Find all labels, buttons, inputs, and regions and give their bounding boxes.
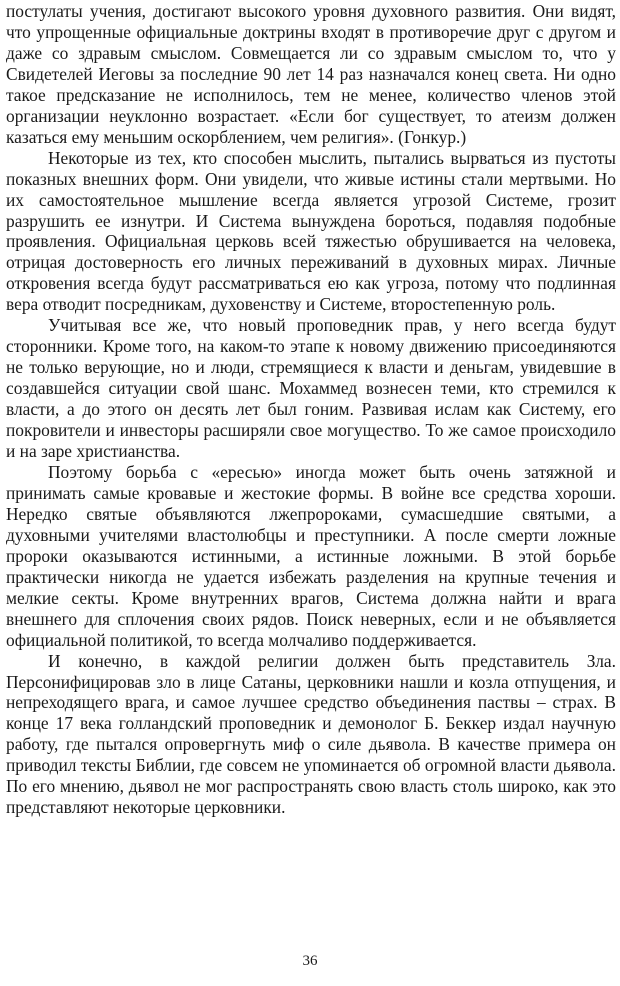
paragraph-2: Некоторые из тех, кто способен мыслить, пытались вырваться из пустоты показных внешних форм. Они увидели, что живые истины стали мертвыми. Но их самостоятельное мышление всегда является угрозой Системе, грозит разрушить ее изнутри. И Система вынуждена бороться, подавляя подобные проявления. Официальная церковь всей тяжестью обрушивается на человека, отрицая достоверность его личных переживаний в духовных мирах. Личные откровения всегда будут рассматриваться ею как угроза, потому что подлинная вера отводит посредникам, духовенству и Системе, второстепенную роль.	[6, 147, 616, 315]
paragraph-4: Поэтому борьба с «ересью» иногда может быть очень затяжной и принимать самые кровавые и жестокие формы. В войне все средства хороши. Нередко святые объявляются лжепророками, сумасшедшие святыми, а духовными учителями властолюбцы и преступники. А после смерти ложные пророки оказываются истинными, а истинные ложными. В этой борьбе практически никогда не удается избежать разделения на крупные течения и мелкие секты. Кроме внутренних врагов, Система должна найти и врага внешнего для сплочения своих рядов. Поиск неверных, если и не объявляется официальной политикой, то всегда молчаливо поддерживается.	[6, 461, 616, 650]
paragraph-1: постулаты учения, достигают высокого уровня духовного развития. Они видят, что упрощенные официальные доктрины входят в противоречие друг с другом и даже со здравым смыслом. Совмещается ли со здравым смыслом то, что у Свидетелей Иеговы за последние 90 лет 14 раз назначался конец света. Ни одно такое предсказание не исполнилось, тем не менее, количество членов этой организации неуклонно возрастает. «Если бог существует, то атеизм должен казаться ему меньшим оскорблением, чем религия». (Гонкур.)	[6, 1, 616, 147]
body-text	[6, 1, 616, 818]
paragraph-3: Учитывая все же, что новый проповедник прав, у него всегда будут сторонники. Кроме того, на каком-то этапе к новому движению присоединяются не только верующие, но и люди, стремящиеся к власти и деньгам, увидевшие в создавшейся ситуации свой шанс. Мохаммед вознесен теми, кто стремился к власти, а до этого он десять лет был гоним. Развивая ислам как Систему, его покровители и инвесторы расширяли свое могущество. То же самое происходило и на заре христианства.	[6, 315, 616, 462]
page-number: 36	[302, 953, 318, 969]
paragraph-5: И конечно, в каждой религии должен быть представитель Зла. Персонифицировав зло в лице Сатаны, церковники нашли и козла отпущения, и непреходящего врага, и самое лучшее средство объединения паствы – страх. В конце 17 века голландский проповедник и демонолог Б. Беккер издал научную работу, где пытался опровергнуть миф о силе дьявола. В качестве примера он приводил тексты Библии, где совсем не упоминается об огромной власти дьявола. По его мнению, дьявол не мог распространять свою власть столь широко, как это представляют некоторые церковники.	[6, 650, 616, 818]
